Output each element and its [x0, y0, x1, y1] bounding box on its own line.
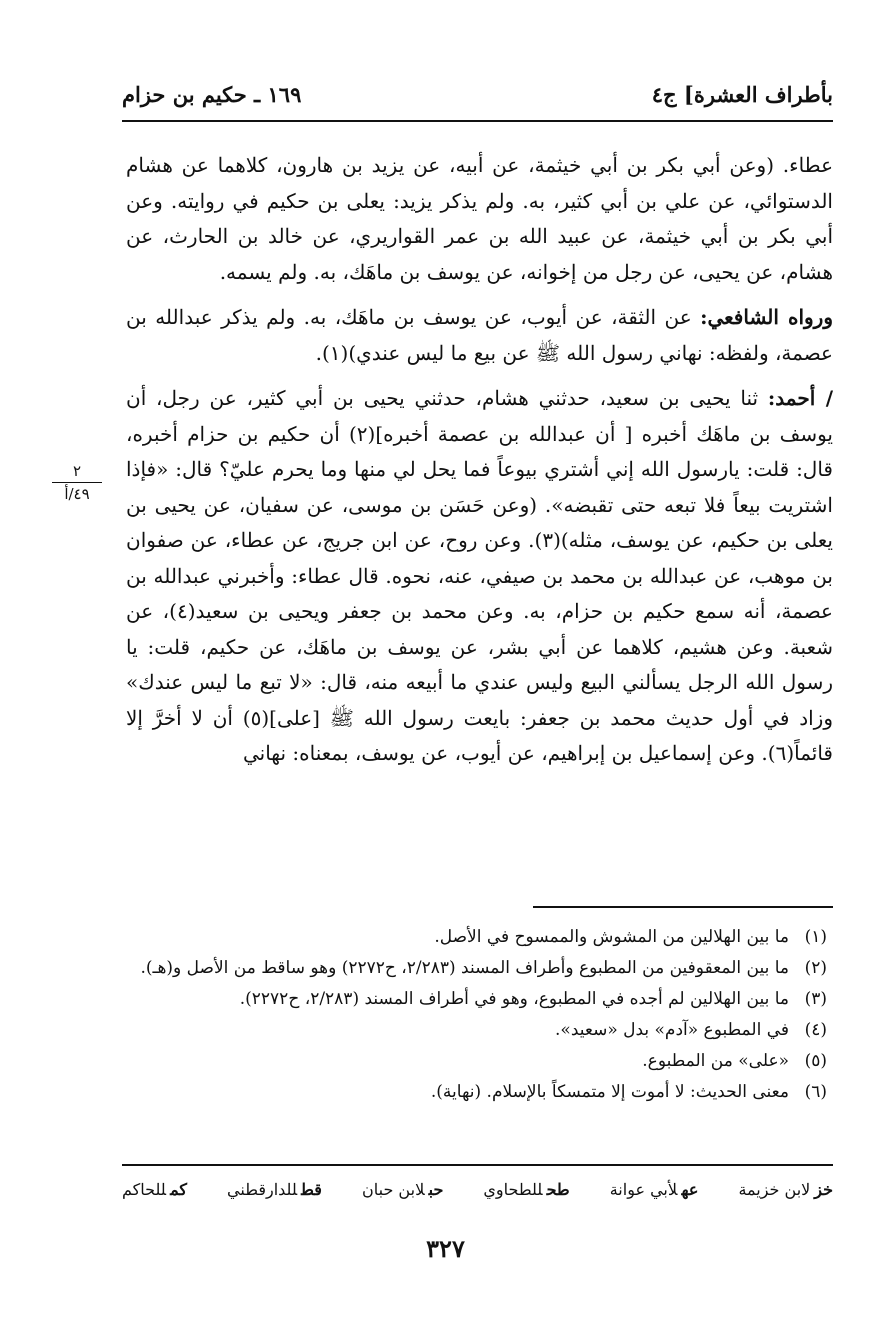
abbreviation-key	[122, 1180, 833, 1199]
footnote	[122, 922, 827, 953]
abbreviation-name: للدارقطني	[227, 1180, 298, 1199]
footnote	[122, 953, 827, 984]
footnote-text: ما بين المعقوفين من المطبوع وأطراف المسند (٢/٢٨٣، ح٢٢٧٢) وهو ساقط من الأصل و(هـ).	[140, 958, 789, 978]
footnote-text: في المطبوع «آدم» بدل «سعيد».	[555, 1020, 789, 1040]
margin-note-top: ٢	[72, 462, 82, 480]
footnote-number: (١)	[804, 927, 827, 947]
abbreviation-name: للحاكم	[122, 1180, 167, 1199]
margin-note-bottom: ٤٩/أ	[64, 485, 90, 503]
footnote-text: ما بين الهلالين من المشوش والممسوح في الأصل.	[434, 927, 789, 947]
main-text	[126, 148, 833, 772]
abbreviation-name: لأبي عوانة	[609, 1180, 678, 1199]
abbreviation-code: عه	[681, 1180, 699, 1199]
footnote-number: (٣)	[804, 989, 827, 1009]
footnote-text: ما بين الهلالين لم أجده في المطبوع، وهو في أطراف المسند (٢/٢٨٣، ح٢٢٧٢).	[239, 989, 789, 1009]
paragraph-lead: / أحمد:	[767, 386, 834, 410]
margin-folio-note	[46, 462, 108, 503]
page-header	[122, 72, 833, 116]
footnote-number: (٦)	[804, 1082, 827, 1102]
paragraph-lead: ورواه الشافعي:	[700, 305, 833, 329]
abbreviation-code: طح	[546, 1180, 570, 1199]
abbreviation-item	[227, 1180, 322, 1199]
abbreviation-code: خز	[814, 1180, 833, 1199]
abbreviation-code: قط	[301, 1180, 322, 1199]
book-title: بأطراف العشرة] ج٤	[651, 81, 833, 107]
footnote-text: «على» من المطبوع.	[642, 1051, 789, 1071]
paragraph	[126, 148, 833, 290]
footnote	[122, 1077, 827, 1108]
footnotes	[122, 922, 827, 1108]
footnote-rule	[533, 906, 833, 908]
footnote-number: (٤)	[804, 1020, 827, 1040]
paragraph	[126, 381, 833, 772]
section-title: ١٦٩ ـ حكيم بن حزام	[122, 81, 302, 107]
paragraph-text: ثنا يحيى بن سعيد، حدثني هشام، حدثني يحيى بن أبي كثير، عن رجل، أن يوسف بن ماهَك أخبره [ أن عبدالله بن عصمة أخبره](٢) أن حكيم بن حزام أخبره، قال: قلت: يارسول الله إني أشتري بيوعاً فما يحل لي منها وما يحرم عليّ؟ قال: «فإذا اشتريت بيعاً فلا تبعه حتى تقبضه». (وعن حَسَن بن موسى، عن سفيان، عن يحيى بن يعلى بن حكيم، عن يوسف، مثله)(٣). وعن روح، عن ابن جريج، عن عطاء، عن صفوان بن موهب، عن عبدالله بن محمد بن صيفي، عنه، نحوه. قال عطاء: وأخبرني عبدالله بن عصمة، أنه سمع حكيم بن حزام، به. وعن محمد بن جعفر ويحيى بن سعيد(٤)، عن شعبة. وعن هشيم، كلاهما عن أبي بشر، عن يوسف بن ماهَك، عن حكيم، قلت: يا رسول الله الرجل يسألني البيع وليس عندي ما أبيعه منه، قال: «لا تبع ما ليس عندك» وزاد في أول حديث محمد بن جعفر: بايعت رسول الله ﷺ [على](٥) أن لا أخرَّ إلا قائماً(٦). وعن إسماعيل بن إبراهيم، عن أيوب، عن يوسف، بمعناه: نهاني	[126, 386, 834, 765]
margin-note-divider	[52, 482, 102, 483]
abbreviation-name: للطحاوي	[483, 1180, 543, 1199]
header-rule	[122, 120, 833, 122]
abbreviation-item	[483, 1180, 569, 1199]
abbreviation-code: كم	[170, 1180, 187, 1199]
footnote-number: (٢)	[804, 958, 827, 978]
footnote	[122, 1015, 827, 1046]
abbreviation-item	[610, 1180, 699, 1199]
footnote-number: (٥)	[804, 1051, 827, 1071]
paragraph	[126, 300, 833, 371]
abbreviation-item	[362, 1180, 443, 1199]
footnote-text: معنى الحديث: لا أموت إلا متمسكاً بالإسلام. (نهاية).	[430, 1082, 789, 1102]
abbreviation-item	[738, 1180, 833, 1199]
footnote	[122, 984, 827, 1015]
paragraph-text: عطاء. (وعن أبي بكر بن أبي خيثمة، عن أبيه، عن يزيد بن هارون، كلاهما عن هشام الدستوائي، عن علي بن أبي كثير، به. ولم يذكر يزيد: يعلى بن حكيم في روايته. وعن أبي بكر بن أبي خيثمة، عن عبيد الله بن عمر القواريري، عن خالد بن الحارث، عن هشام، عن يحيى، عن رجل من إخوانه، عن يوسف بن ماهَك، به. ولم يسمه.	[126, 153, 833, 284]
paragraph-text: عن الثقة، عن أيوب، عن يوسف بن ماهَك، به. ولم يذكر عبدالله بن عصمة، ولفظه: نهاني رسول الله ﷺ عن بيع ما ليس عندي)(١).	[126, 305, 833, 365]
abbreviation-code: حب	[428, 1180, 444, 1199]
footnote	[122, 1046, 827, 1077]
page-number: ٣٢٧	[426, 1234, 465, 1263]
abbreviation-item	[122, 1180, 187, 1199]
abbreviation-name: لابن خزيمة	[738, 1180, 811, 1199]
abbreviations-rule	[122, 1164, 833, 1166]
abbreviation-name: لابن حبان	[362, 1180, 425, 1199]
